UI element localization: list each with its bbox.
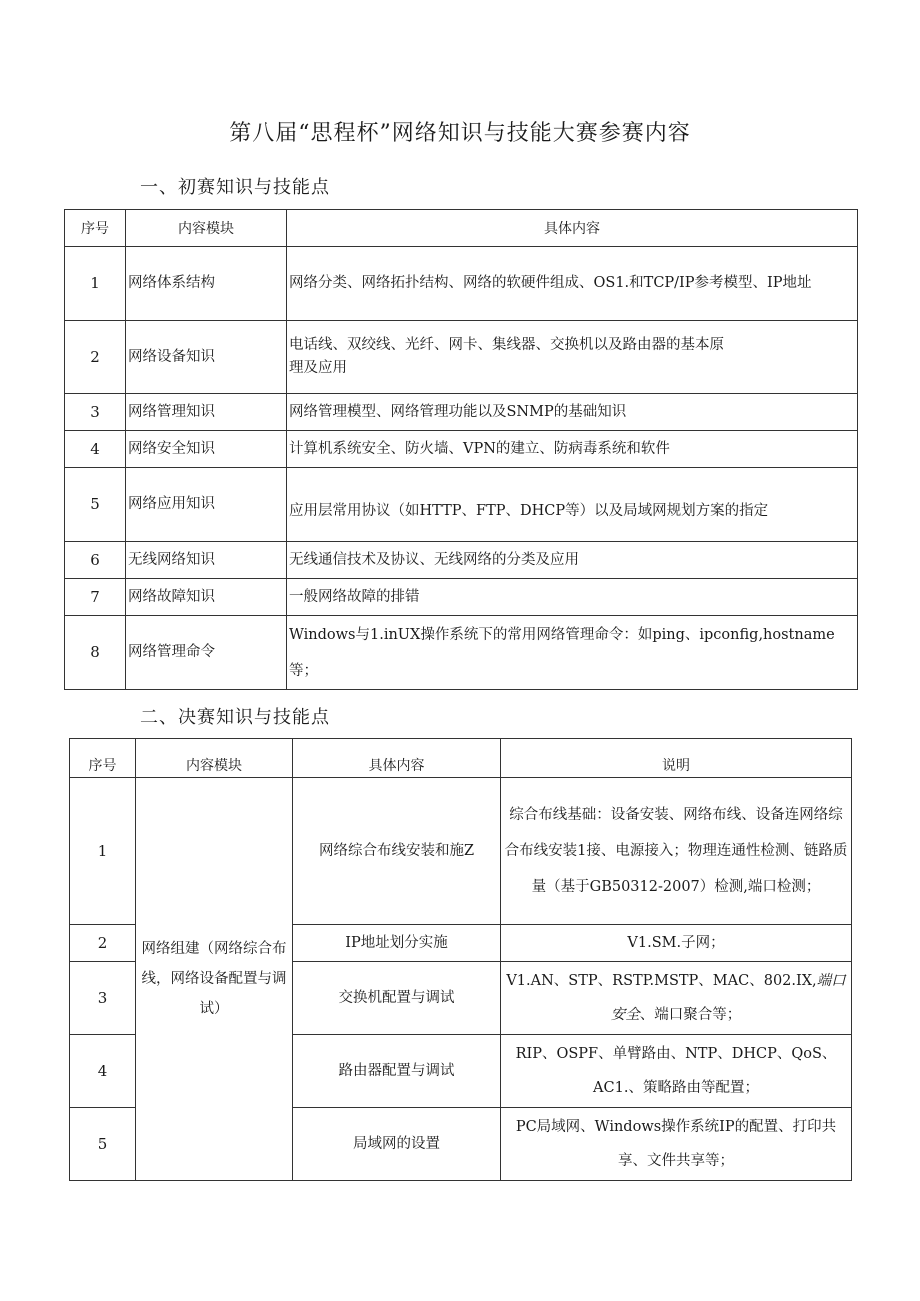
table-row [65, 616, 858, 690]
header-content: 具体内容 [293, 739, 501, 778]
row-content: 路由器配置与调试 [293, 1035, 501, 1108]
row-module: 网络组建（网络综合布线，网络设备配置与调试） [136, 778, 293, 1181]
row-number: 5 [65, 468, 126, 542]
preliminary-table [64, 209, 858, 690]
row-content: 交换机配置与调试 [293, 962, 501, 1035]
row-number: 7 [65, 579, 126, 616]
table-row [65, 579, 858, 616]
row-module: 网络设备知识 [126, 321, 287, 394]
row-module: 无线网络知识 [126, 542, 287, 579]
row-content: IP地址划分实施 [293, 925, 501, 962]
row-module: 网络管理知识 [126, 394, 287, 431]
row-module: 网络应用知识 [126, 468, 287, 542]
table-row [65, 431, 858, 468]
header-module: 内容模块 [126, 210, 287, 247]
table-header-row [70, 739, 852, 778]
header-module: 内容模块 [136, 739, 293, 778]
row-content: 局域网的设置 [293, 1108, 501, 1181]
row-number: 4 [70, 1035, 136, 1108]
header-number: 序号 [65, 210, 126, 247]
row-note: V1.SM.子网； [501, 925, 852, 962]
row-note-tail: 、端口聚合等； [639, 1007, 742, 1023]
row-module: 网络故障知识 [126, 579, 287, 616]
row-content: Windows与1.inUX操作系统下的常用网络管理命令：如ping、ipconfig,hostname等； [287, 616, 858, 690]
section-heading-preliminary: 一、初赛知识与技能点 [140, 177, 330, 198]
row-note [501, 962, 852, 1035]
header-number: 序号 [70, 739, 136, 778]
row-number: 8 [65, 616, 126, 690]
table-row [65, 542, 858, 579]
row-number: 1 [70, 778, 136, 925]
row-content: 应用层常用协议（如HTTP、FTP、DHCP等）以及局域网规划方案的指定 [287, 468, 858, 542]
row-module: 网络体系结构 [126, 247, 287, 321]
row-number: 5 [70, 1108, 136, 1181]
row-content-line: 理及应用 [289, 360, 347, 376]
row-number: 3 [70, 962, 136, 1035]
row-note-text: V1.AN、STP、RSTP.MSTP、MAC、802.IX, [506, 973, 817, 989]
table-row [65, 468, 858, 542]
table-row [65, 247, 858, 321]
table-row [65, 321, 858, 394]
row-note-italic: 端口安全 [610, 973, 846, 1023]
row-number: 2 [70, 925, 136, 962]
row-content: 计算机系统安全、防火墙、VPN的建立、防病毒系统和软件 [287, 431, 858, 468]
row-module: 网络管理命令 [126, 616, 287, 690]
row-content-line: 电话线、双绞线、光纤、网卡、集线器、交换机以及路由器的基本原 [289, 337, 724, 353]
page-title: 第八届“思程杯”网络知识与技能大赛参赛内容 [229, 121, 691, 146]
row-module: 网络安全知识 [126, 431, 287, 468]
row-note: RIP、OSPF、单臂路由、NTP、DHCP、QoS、AC1.、策略路由等配置； [501, 1035, 852, 1108]
row-number: 1 [65, 247, 126, 321]
row-number: 4 [65, 431, 126, 468]
row-note: 综合布线基础：设备安装、网络布线、设备连网络综合布线安装1接、电源接入；物理连通性检测、链路质量（基于GB50312-2007）检测,端口检测； [501, 778, 852, 925]
header-content: 具体内容 [287, 210, 858, 247]
row-content: 网络综合布线安装和施Z [293, 778, 501, 925]
row-content: 无线通信技术及协议、无线网络的分类及应用 [287, 542, 858, 579]
row-content: 网络管理模型、网络管理功能以及SNMP的基础知识 [287, 394, 858, 431]
row-content [287, 321, 858, 394]
header-note: 说明 [501, 739, 852, 778]
table-row [65, 394, 858, 431]
table-row [70, 778, 852, 925]
row-number: 2 [65, 321, 126, 394]
row-content: 一般网络故障的排错 [287, 579, 858, 616]
section-heading-final: 二、决赛知识与技能点 [140, 707, 330, 728]
row-note: PC局域网、Windows操作系统IP的配置、打印共享、文件共享等； [501, 1108, 852, 1181]
final-table [69, 738, 852, 1181]
row-content: 网络分类、网络拓扑结构、网络的软硬件组成、OS1.和TCP/IP参考模型、IP地址 [287, 247, 858, 321]
row-number: 6 [65, 542, 126, 579]
table-header-row [65, 210, 858, 247]
row-number: 3 [65, 394, 126, 431]
